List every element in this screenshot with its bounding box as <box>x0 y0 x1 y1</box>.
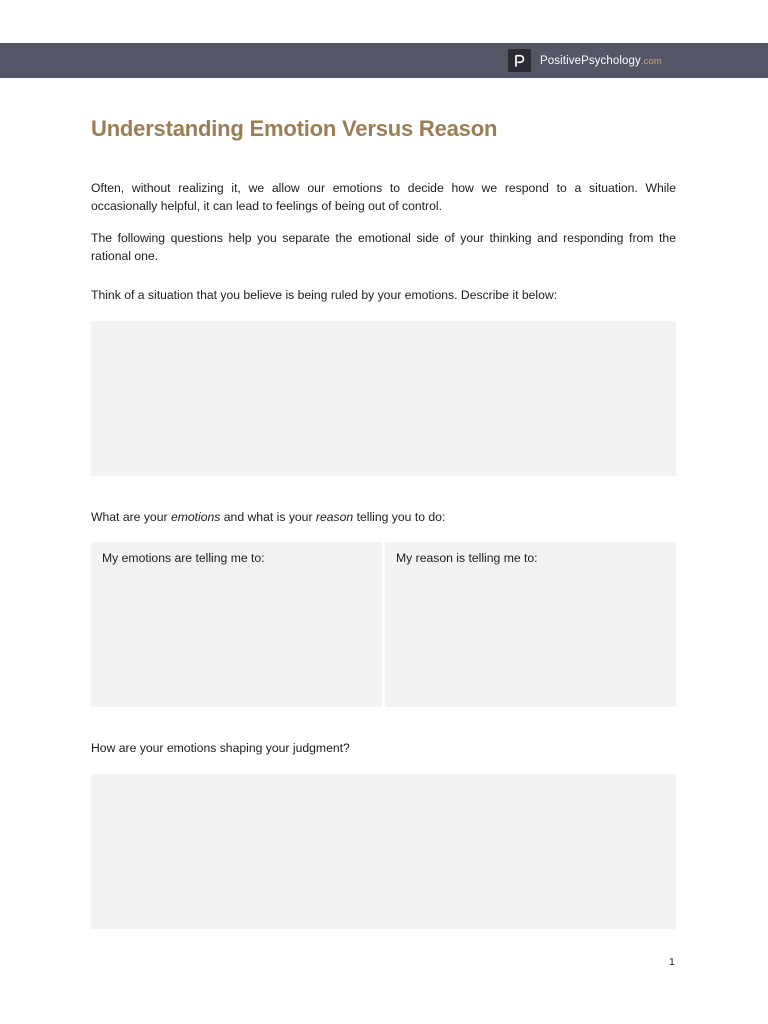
question-situation: Think of a situation that you believe is being ruled by your emotions. Describe it below: <box>91 288 558 302</box>
question-text-1: What are your <box>91 510 171 524</box>
intro-paragraph-2: The following questions help you separate the emotional side of your thinking and responding from the rational one. <box>91 231 676 263</box>
p-logo-icon <box>508 49 531 72</box>
brand-name-text: PositivePsychology <box>540 54 641 67</box>
question-judgment: How are your emotions shaping your judgment? <box>91 741 350 755</box>
judgment-answer-box[interactable] <box>91 774 676 929</box>
header-bar <box>0 43 768 78</box>
emotions-answer-box[interactable] <box>91 542 382 707</box>
brand[interactable] <box>508 49 662 72</box>
page-title: Understanding Emotion Versus Reason <box>91 116 498 141</box>
reason-answer-box[interactable] <box>385 542 676 707</box>
emotions-box-label: My emotions are telling me to: <box>102 551 265 565</box>
situation-answer-box[interactable] <box>91 321 676 476</box>
question-text-3: telling you to do: <box>353 510 446 524</box>
question-emotions-reason <box>91 508 445 526</box>
reason-box-label: My reason is telling me to: <box>396 551 538 565</box>
emotions-emphasis: emotions <box>170 510 221 524</box>
p-logo-glyph <box>512 53 527 68</box>
intro-paragraph-1: Often, without realizing it, we allow our emotions to decide how we respond to a situation. While occasionally helpful, it can lead to feelings of being out of control. <box>91 181 676 213</box>
brand-name <box>540 55 662 67</box>
page-number: 1 <box>669 956 675 968</box>
question-text-2: and what is your <box>220 510 316 524</box>
brand-tld: .com <box>640 55 662 67</box>
reason-emphasis: reason <box>315 510 354 524</box>
